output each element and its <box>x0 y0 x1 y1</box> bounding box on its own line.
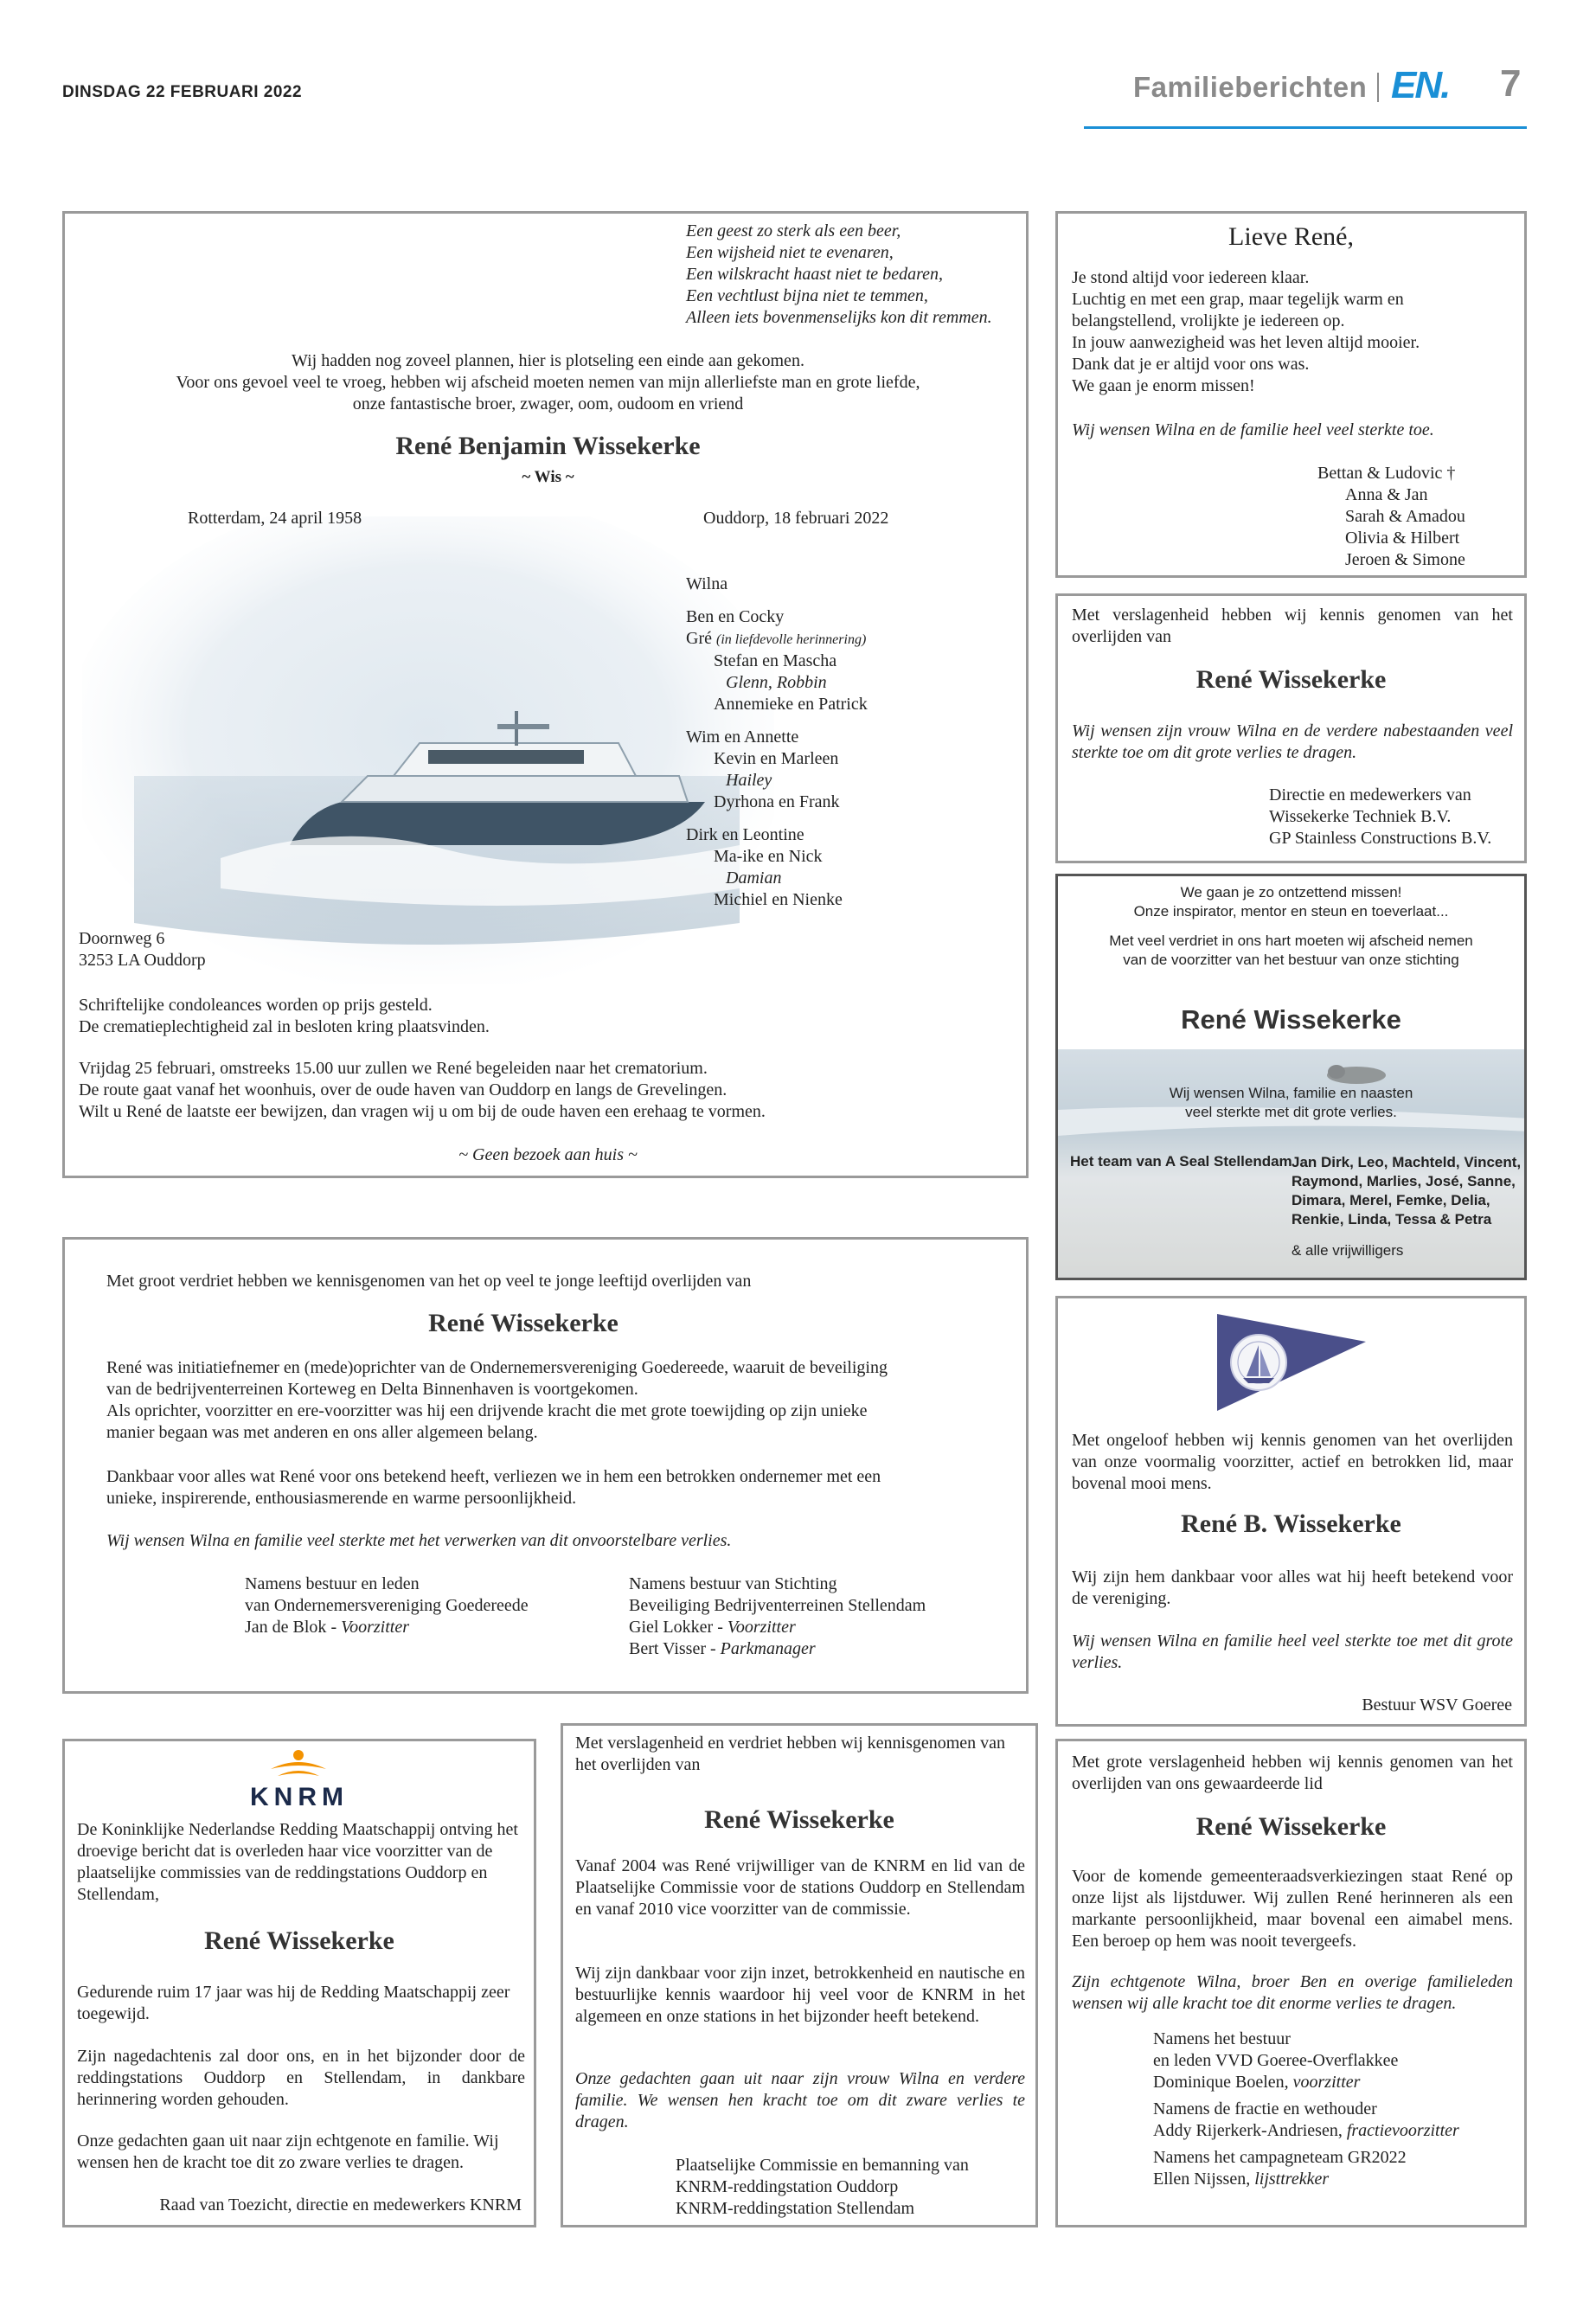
signer: Dominique Boelen, voorzitter <box>1153 2073 1361 2092</box>
notice-title: Lieve René, <box>1228 222 1354 251</box>
signer: Jan de Blok - Voorzitter <box>245 1618 410 1637</box>
signer: Raad van Toezicht, directie en medewerkers KNRM <box>159 2195 522 2214</box>
wish-text: Wij wensen zijn vrouw Wilna en de verdere nabestaanden veel sterkte toe om dit grote verlies te dragen. <box>1072 721 1513 762</box>
paragraph-2 <box>106 1466 1006 1509</box>
deceased-name: René Wissekerke <box>704 1805 894 1834</box>
family-member: Gré (in liefdevolle herinnering) <box>686 629 867 648</box>
knrm-notice <box>62 1739 536 2227</box>
signer: Directie en medewerkers van <box>1269 785 1471 804</box>
paragraph-1: Met ongeloof hebben wij kennis genomen van het overlijden van onze voormalig voorzitter, actief en betrokken lid, maar bovenal mooi mens. <box>1072 1431 1513 1493</box>
text-line: van de bedrijventerreinen Korteweg en Delta Binnenhaven is voortgekomen. <box>106 1380 638 1399</box>
seal-line: Met veel verdriet in ons hart moeten wij afscheid nemen <box>1109 933 1473 949</box>
team-name-line: Raymond, Marlies, José, Sanne, <box>1292 1173 1516 1189</box>
paragraph-2: Wij zijn hem dankbaar voor alles wat hij heeft betekend voor de vereniging. <box>1072 1567 1513 1608</box>
techniek-notice <box>1055 593 1527 863</box>
volunteers: & alle vrijwilligers <box>1292 1242 1404 1259</box>
message-line: Dank dat je er altijd voor ons was. <box>1072 355 1310 374</box>
deceased-name: René Wissekerke <box>1195 665 1387 694</box>
signer: KNRM-reddingstation Ouddorp <box>676 2177 899 2196</box>
text-line: unieke, inspirerende, enthousiasmerende en warme persoonlijkheid. <box>106 1489 577 1508</box>
birth-date: Rotterdam, 24 april 1958 <box>188 509 362 528</box>
message-line: belangstellend, vrolijkte je iedereen op. <box>1072 311 1345 330</box>
intro-text: Met groot verdriet hebben we kennisgenomen van het op veel te jonge leeftijd overlijden van <box>106 1272 752 1291</box>
wish-text: Zijn echtgenote Wilna, broer Ben en overige familieleden wensen wij alle kracht toe dit enorme verlies te dragen. <box>1072 1972 1513 2013</box>
family-member: Ma-ike en Nick <box>714 847 823 866</box>
family-member: Stefan en Mascha <box>714 651 837 670</box>
family-member: Ben en Cocky <box>686 607 785 626</box>
nickname: ~ Wis ~ <box>522 468 574 486</box>
deceased-name: René Benjamin Wissekerke <box>395 432 701 460</box>
paragraph-2: Zijn nagedachtenis zal door ons, en in het bijzonder door de reddingstations Ouddorp en Stellendam, in dankbare herinnering worden gehouden. <box>77 2047 525 2109</box>
signer: Bert Visser - Parkmanager <box>629 1639 816 1658</box>
family-wife: Wilna <box>686 574 728 593</box>
message-line: Je stond altijd voor iedereen klaar. <box>1072 268 1310 287</box>
team-label: Het team van A Seal Stellendam <box>1070 1153 1292 1170</box>
paragraph-2: Wij zijn dankbaar voor zijn inzet, betrokkenheid en nautische en bestuurlijke kennis waardoor hij veel voor de KNRM in het algemeen en onze stations in het bijzonder heeft betekend. <box>575 1964 1025 2026</box>
signer: en leden VVD Goeree-Overflakkee <box>1153 2051 1399 2070</box>
seal-wish <box>1058 1084 1524 1122</box>
lieve-rene-notice <box>1055 211 1527 578</box>
signer: Beveiliging Bedrijventerreinen Stellendam <box>629 1596 926 1615</box>
paragraph-3: Onze gedachten gaan uit naar zijn echtgenote en familie. Wij wensen hen de kracht toe dit zo zware verlies te dragen. <box>77 2131 499 2172</box>
signer: GP Stainless Constructions B.V. <box>1269 829 1492 848</box>
vvd-notice <box>1055 1739 1527 2227</box>
message-line: In jouw aanwezigheid was het leven altijd mooier. <box>1072 333 1420 352</box>
team-names <box>1292 1153 1521 1260</box>
signers <box>1269 785 1520 849</box>
signer: Giel Lokker - Voorzitter <box>629 1618 796 1637</box>
knrm-logo-icon <box>264 1748 333 1779</box>
wish-text: Wij wensen Wilna en familie veel sterkte met het verwerken van dit onvoorstelbare verlies. <box>106 1531 732 1550</box>
text-line: Dankbaar voor alles wat René voor ons betekend heeft, verliezen we in hem een betrokken ondernemer met een <box>106 1467 881 1486</box>
wish-line: veel sterkte met dit grote verlies. <box>1185 1104 1397 1120</box>
seal-line: Onze inspirator, mentor en steun en toeverlaat... <box>1133 903 1449 920</box>
signer: van Ondernemersvereniging Goedereede <box>245 1596 529 1615</box>
signer: KNRM-reddingstation Stellendam <box>676 2199 915 2218</box>
header-rule <box>1084 126 1527 129</box>
page-number: 7 <box>1500 62 1522 105</box>
text-line: manier begaan was met anderen en ons aller algemeen belang. <box>106 1423 538 1442</box>
intro-text: De Koninklijke Nederlandse Redding Maatschappij ontving het droevige bericht dat is overleden haar vice voorzitter van de plaatselijke commissies van de reddingstations Ouddorp en Stellendam, <box>77 1820 518 1904</box>
team-name-line: Dimara, Merel, Femke, Delia, <box>1292 1192 1490 1208</box>
paragraph-1: Voor de komende gemeenteraadsverkiezingen staat René op onze lijst als lijstduwer. Wij zullen René herinneren als een markante persoonlijkheid, maar bovenal een aimabel mens. Een beroep op hem was nooit tevergeefs. <box>1072 1867 1513 1951</box>
wish-text: Onze gedachten gaan uit naar zijn vrouw Wilna en verdere familie. We wensen hen kracht toe om dit zware verlies te dragen. <box>575 2069 1025 2131</box>
commissie-notice <box>561 1723 1038 2227</box>
deceased-name: René Wissekerke <box>1195 1812 1387 1841</box>
wish-text: Wij wensen Wilna en de familie heel veel sterkte toe. <box>1072 420 1434 439</box>
signer: Olivia & Hilbert <box>1345 529 1460 548</box>
poem-line: Een geest zo sterk als een beer, <box>686 221 901 240</box>
wish-line: Wij wensen Wilna, familie en naasten <box>1169 1085 1413 1101</box>
signer: Namens het campagneteam GR2022 <box>1153 2148 1407 2167</box>
signer: Addy Rijerkerk-Andriesen, fractievoorzitter <box>1153 2121 1459 2140</box>
intro-line: onze fantastische broer, zwager, oom, oudoom en vriend <box>352 394 744 413</box>
signer: Bettan & Ludovic † <box>1317 464 1456 483</box>
left-signers <box>245 1574 529 1638</box>
ceremony-line: Vrijdag 25 februari, omstreeks 15.00 uur zullen we René begeleiden naar het crematorium. <box>79 1059 708 1078</box>
paragraph-1: Vanaf 2004 was René vrijwilliger van de KNRM en lid van de Plaatselijke Commissie voor de stations Ouddorp en Stellendam en vanaf 2010 vice voorzitter van de commissie. <box>575 1856 1025 1919</box>
intro-text <box>65 350 1031 415</box>
signers <box>1153 2029 1516 2190</box>
address-line: Doornweg 6 <box>79 929 165 948</box>
deceased-name: René B. Wissekerke <box>1181 1509 1401 1538</box>
closing-note: ~ Geen bezoek aan huis ~ <box>458 1145 638 1164</box>
a-seal-notice <box>1055 874 1527 1280</box>
family-member: Hailey <box>726 771 772 790</box>
page-date: DINSDAG 22 FEBRUARI 2022 <box>62 83 303 101</box>
signers <box>676 2155 969 2220</box>
seal-intro <box>1058 883 1524 970</box>
signer: Jeroen & Simone <box>1345 550 1465 569</box>
family-member: Dirk en Leontine <box>686 825 804 844</box>
text-line: Als oprichter, voorzitter en ere-voorzitter was hij een drijvende kracht die met grote toewijding op zijn unieke <box>106 1401 868 1420</box>
paragraph-1 <box>106 1357 1006 1444</box>
deceased-name: René Wissekerke <box>428 1309 619 1337</box>
address-line: 3253 LA Ouddorp <box>79 951 206 970</box>
poem-line: Alleen iets bovenmenselijks kon dit remmen. <box>686 308 992 327</box>
team-name-line: Jan Dirk, Leo, Machteld, Vincent, <box>1292 1154 1522 1170</box>
signer: Namens bestuur en leden <box>245 1574 420 1593</box>
knrm-logo-text: KNRM <box>250 1783 349 1811</box>
condolences-line: De crematieplechtigheid zal in besloten kring plaatsvinden. <box>79 1017 490 1036</box>
intro-text: Met verslagenheid hebben wij kennis genomen van het overlijden van <box>1072 606 1513 646</box>
boat-image <box>82 516 774 984</box>
family-member: Dyrhona en Frank <box>714 792 840 811</box>
seal-line: We gaan je zo ontzettend missen! <box>1180 884 1402 901</box>
text-line: René was initiatiefnemer en (mede)oprichter van de Ondernemersvereniging Goedereede, waaruit de beveiliging <box>106 1358 888 1377</box>
poem-line: Een wilskracht haast niet te bedaren, <box>686 265 943 284</box>
header-divider <box>1377 73 1379 102</box>
paragraph-1: Gedurende ruim 17 jaar was hij de Redding Maatschappij zeer toegewijd. <box>77 1983 510 2023</box>
message-text <box>1072 267 1513 397</box>
family-member: Kevin en Marleen <box>714 749 839 768</box>
poem <box>686 221 1032 329</box>
signer: Namens de fractie en wethouder <box>1153 2099 1377 2118</box>
deceased-name: René Wissekerke <box>1181 1004 1401 1035</box>
signer: Namens bestuur van Stichting <box>629 1574 837 1593</box>
signer: Anna & Jan <box>1345 485 1428 504</box>
wsv-pennant-icon <box>1214 1311 1369 1414</box>
condolences-line: Schriftelijke condoleances worden op prijs gesteld. <box>79 996 433 1015</box>
family-member: Wim en Annette <box>686 727 799 747</box>
main-death-notice <box>62 211 1029 1178</box>
deceased-name: René Wissekerke <box>204 1926 394 1955</box>
intro-text: Met verslagenheid en verdriet hebben wij kennisgenomen van het overlijden van <box>575 1734 1006 1774</box>
signer: Namens het bestuur <box>1153 2029 1291 2048</box>
address <box>79 928 206 971</box>
team-name-line: Renkie, Linda, Tessa & Petra <box>1292 1211 1492 1227</box>
family-member: Glenn, Robbin <box>726 673 827 692</box>
signers <box>1317 463 1525 571</box>
section-title: Familieberichten <box>1133 71 1368 103</box>
intro-line: Wij hadden nog zoveel plannen, hier is plotseling een einde aan gekomen. <box>292 351 804 370</box>
signer: Bestuur WSV Goeree <box>1362 1695 1512 1715</box>
death-date: Ouddorp, 18 februari 2022 <box>703 509 889 528</box>
signer: Plaatselijke Commissie en bemanning van <box>676 2156 969 2175</box>
poem-line: Een vechtlust bijna niet te temmen, <box>686 286 928 305</box>
poem-line: Een wijsheid niet te evenaren, <box>686 243 894 262</box>
message-line: We gaan je enorm missen! <box>1072 376 1255 395</box>
right-signers <box>629 1574 926 1660</box>
ondernemers-notice <box>62 1237 1029 1694</box>
seal-line: van de voorzitter van het bestuur van onze stichting <box>1123 952 1459 968</box>
family-member: Annemieke en Patrick <box>714 695 868 714</box>
signer: Sarah & Amadou <box>1345 507 1465 526</box>
signer: Wissekerke Techniek B.V. <box>1269 807 1452 826</box>
signer: Ellen Nijssen, lijsttrekker <box>1153 2170 1330 2189</box>
ceremony-line: Wilt u René de laatste eer bewijzen, dan vragen wij u om bij de oude haven een erehaag te vormen. <box>79 1102 766 1121</box>
message-line: Luchtig en met een grap, maar tegelijk warm en <box>1072 290 1404 309</box>
ceremony-line: De route gaat vanaf het woonhuis, over de oude haven van Ouddorp en langs de Grevelingen. <box>79 1080 727 1099</box>
intro-text: Met grote verslagenheid hebben wij kennis genomen van het overlijden van ons gewaardeerde lid <box>1072 1753 1513 1793</box>
newspaper-logo: EN. <box>1391 64 1450 106</box>
condolences-text <box>79 995 490 1038</box>
family-member: Damian <box>726 868 782 888</box>
intro-line: Voor ons gevoel veel te vroeg, hebben wij afscheid moeten nemen van mijn allerliefste man en grote liefde, <box>176 373 920 392</box>
family-member: Michiel en Nienke <box>714 890 843 909</box>
wsv-notice <box>1055 1296 1527 1727</box>
family-list <box>686 574 1015 911</box>
ceremony-text <box>79 1058 766 1123</box>
wish-text: Wij wensen Wilna en familie heel veel sterkte toe met dit grote verlies. <box>1072 1631 1513 1672</box>
